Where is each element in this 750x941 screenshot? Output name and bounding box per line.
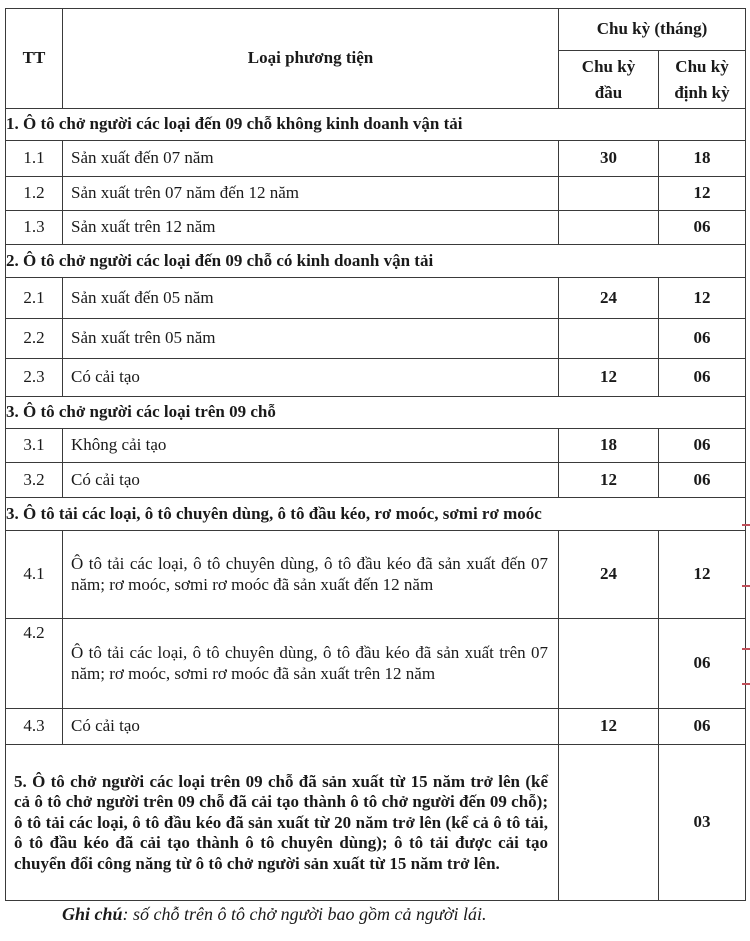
margin-mark (742, 585, 750, 587)
row-tt: 2.3 (6, 359, 63, 397)
section-title: 3. Ô tô tải các loại, ô tô chuyên dùng, ô tô đầu kéo, rơ moóc, sơmi rơ moóc (6, 498, 746, 531)
row-name: Sản xuất trên 05 năm (63, 319, 559, 359)
section-5-row (6, 745, 746, 901)
footnote-label: Ghi chú (62, 904, 123, 924)
header-tt: TT (6, 9, 63, 109)
table-row (6, 619, 746, 709)
section-row (6, 397, 746, 429)
margin-mark (742, 683, 750, 685)
table-row (6, 211, 746, 245)
row-first-cycle: 24 (559, 531, 659, 619)
row-periodic-cycle: 06 (659, 359, 746, 397)
row-periodic-cycle: 12 (659, 531, 746, 619)
table-row (6, 359, 746, 397)
row-tt: 1.1 (6, 141, 63, 177)
section-title: 1. Ô tô chở người các loại đến 09 chỗ không kinh doanh vận tải (6, 109, 746, 141)
table-row (6, 177, 746, 211)
footnote (62, 904, 486, 925)
row-periodic-cycle: 06 (659, 319, 746, 359)
row-name: Không cải tạo (63, 429, 559, 463)
section-title: 2. Ô tô chở người các loại đến 09 chỗ có kinh doanh vận tải (6, 245, 746, 278)
row-periodic-cycle: 06 (659, 619, 746, 709)
section-5-description: 5. Ô tô chở người các loại trên 09 chỗ đã sản xuất từ 15 năm trở lên (kể cả ô tô chở người trên 09 chỗ đã cải tạo thành ô tô chở người đến 09 chỗ); ô tô tải các loại, ô tô đầu kéo đã sản xuất từ 20 năm trở lên (kể cả ô tô tải, ô tô đầu kéo đã cải tạo thành ô tô chuyên dùng); ô tô tải được cải tạo chuyển đổi công năng từ ô tô chở người sản xuất từ 15 năm trở lên. (6, 745, 559, 901)
row-tt: 1.3 (6, 211, 63, 245)
section-row (6, 245, 746, 278)
row-first-cycle (559, 177, 659, 211)
row-name: Có cải tạo (63, 463, 559, 498)
row-periodic-cycle: 03 (659, 745, 746, 901)
row-tt: 1.2 (6, 177, 63, 211)
header-vehicle-type: Loại phương tiện (63, 9, 559, 109)
margin-mark (742, 648, 750, 650)
inspection-cycle-table (5, 8, 746, 901)
row-first-cycle (559, 619, 659, 709)
row-name: Có cải tạo (63, 709, 559, 745)
row-first-cycle: 12 (559, 463, 659, 498)
row-periodic-cycle: 12 (659, 177, 746, 211)
table-row (6, 463, 746, 498)
row-name: Sản xuất trên 12 năm (63, 211, 559, 245)
row-first-cycle: 24 (559, 278, 659, 319)
row-name: Sản xuất đến 07 năm (63, 141, 559, 177)
footnote-text: : số chỗ trên ô tô chở người bao gồm cả người lái. (122, 904, 487, 924)
header-row (6, 9, 746, 51)
table-row (6, 429, 746, 463)
row-first-cycle (559, 211, 659, 245)
table-row (6, 278, 746, 319)
section-row (6, 109, 746, 141)
row-tt: 4.2 (6, 619, 63, 709)
row-first-cycle: 30 (559, 141, 659, 177)
row-tt: 3.2 (6, 463, 63, 498)
row-tt: 2.2 (6, 319, 63, 359)
table-row (6, 141, 746, 177)
row-periodic-cycle: 06 (659, 211, 746, 245)
row-periodic-cycle: 18 (659, 141, 746, 177)
section-row (6, 498, 746, 531)
row-first-cycle: 18 (559, 429, 659, 463)
header-first-cycle: Chu kỳ đầu (559, 51, 659, 109)
row-tt: 4.3 (6, 709, 63, 745)
header-periodic-cycle: Chu kỳ định kỳ (659, 51, 746, 109)
section-title: 3. Ô tô chở người các loại trên 09 chỗ (6, 397, 746, 429)
row-name: Sản xuất đến 05 năm (63, 278, 559, 319)
row-periodic-cycle: 12 (659, 278, 746, 319)
row-name: Sản xuất trên 07 năm đến 12 năm (63, 177, 559, 211)
row-periodic-cycle: 06 (659, 429, 746, 463)
row-periodic-cycle: 06 (659, 709, 746, 745)
row-tt: 2.1 (6, 278, 63, 319)
row-first-cycle: 12 (559, 709, 659, 745)
margin-mark (742, 524, 750, 526)
table-row (6, 709, 746, 745)
row-first-cycle (559, 745, 659, 901)
row-tt: 3.1 (6, 429, 63, 463)
row-first-cycle (559, 319, 659, 359)
table-row (6, 531, 746, 619)
row-periodic-cycle: 06 (659, 463, 746, 498)
row-name: Ô tô tải các loại, ô tô chuyên dùng, ô tô đầu kéo đã sản xuất trên 07 năm; rơ moóc, sơmi rơ moóc đã sản xuất trên 12 năm (63, 619, 559, 709)
row-first-cycle: 12 (559, 359, 659, 397)
row-tt: 4.1 (6, 531, 63, 619)
row-name: Ô tô tải các loại, ô tô chuyên dùng, ô tô đầu kéo đã sản xuất đến 07 năm; rơ moóc, sơmi rơ moóc đã sản xuất đến 12 năm (63, 531, 559, 619)
row-name: Có cải tạo (63, 359, 559, 397)
table-row (6, 319, 746, 359)
header-cycle-group: Chu kỳ (tháng) (559, 9, 746, 51)
